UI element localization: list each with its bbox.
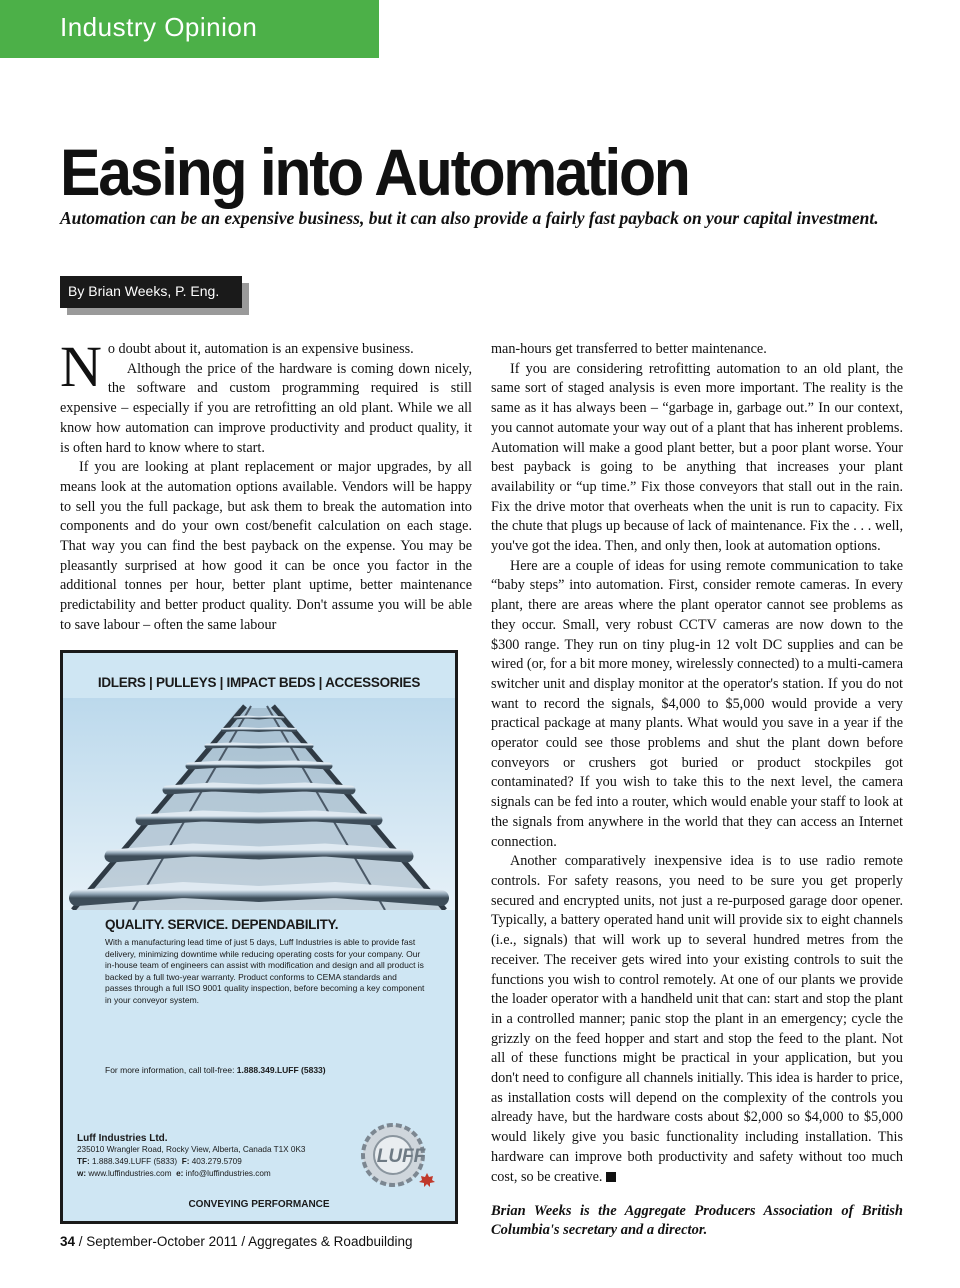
- paragraph: If you are looking at plant replacement or major upgrades, by all means look at the automation options available. Vendors will be happy to sell you the full package, but ask them to break the automation into components and do your own cost/benefit calculation on each stage. That way you can find the best payback on the expense. You may be pleasantly surprised at how good it can be once you factor in the additional tonnes per hour, better plant uptime, better maintenance predictability and better product quality. Don't assume you will be able to save labour – often the same labour: [60, 459, 472, 633]
- ad-contact: For more information, call toll-free: 1.888.349.LUFF (5833): [105, 1065, 326, 1075]
- ad-body: With a manufacturing lead time of just 5 days, Luff Industries is able to provide fast delivery, minimizing downtime while reducing operating costs for your company. Our in-house team of engineers can assist with modification and design and all product is backed by a full two-year warranty. Product conforms to CEMA standards and passes through a full ISO 9001 quality inspection, before becoming a key component in your conveyor system.: [105, 937, 425, 1005]
- end-mark-icon: [606, 1172, 616, 1182]
- paragraph: Although the price of the hardware is coming down nicely, the software and custom programming required is still expensive – especially if you are retrofitting an old plant. While we all know how automation can improve productivity and product quality, it is often hard to know where to start.: [60, 360, 472, 456]
- paragraph: Here are a couple of ideas for using remote communication to take “baby steps” into automation. First, consider remote cameras. In every plant, there are areas where the plant operator cannot see problems as they occur. Small, very robust CCTV cameras are now down to the $300 range. They run on tiny plug-in 12 volt DC supplies and can be wired (or, for a bit more money, wirelessly connected) to a multi-camera switcher unit and display monitor at the operator's station. If you do not want to record the signals, $4,000 to $5,000 would provide a very practical package at many plants. What would you save in a year if the operator could see those problems and shut the plant down before conveyors or crushers got buried or product stockpiles got contaminated? If you wish to take this to the next level, the camera signals can be fed into a router, which would enable your staff to look at the signals from anywhere in the world that they can access an Internet connection.: [491, 557, 903, 850]
- paragraph: If you are considering retrofitting automation to an old plant, the same sort of staged analysis is even more important. The reality is the same as it has always been – “garbage in, garbage out.” In our context, you cannot automate your way out of a plant that has inherent problems. Automation will make a good plant better, but a poor plant worse. Your best payback is going to be anything that increases your plant availability or “up time.” Fix those conveyors that stall out in the rain. Fix the drive motor that overheats when the unit is run to capacity. Fix the chute that plugs up because of lack of maintenance. Fix the . . . well, you've got the idea. Then, and only then, look at automation options.: [491, 360, 903, 555]
- ad-headline: IDLERS | PULLEYS | IMPACT BEDS | ACCESSORIES: [97, 675, 421, 690]
- author-bio: Brian Weeks is the Aggregate Producers Association of British Columbia's secretary and a director.: [491, 1202, 903, 1238]
- article-deck: Automation can be an expensive business, but it can also provide a fairly fast payback on your capital investment.: [60, 208, 879, 228]
- ad-email-link[interactable]: info@luffindustries.com: [185, 1169, 271, 1178]
- advertisement[interactable]: [60, 650, 458, 1224]
- ad-footer: CONVEYING PERFORMANCE: [188, 1199, 330, 1210]
- paragraph: man-hours get transferred to better maintenance.: [491, 341, 767, 357]
- ad-company-name: Luff Industries Ltd.: [77, 1133, 168, 1144]
- ad-tagline: QUALITY. SERVICE. DEPENDABILITY.: [105, 917, 339, 932]
- page-number: 34: [60, 1234, 76, 1249]
- paragraph: Another comparatively inexpensive idea is to use radio remote controls. For safety reasons, you need to be sure you get properly secured and encrypted units, not just a re-purposed garage door opener. Typically, a battery operated hand unit will provide six to eight channels (i.e., signals) that will work up to several hundred metres from the receiver. The receiver gets wired into your existing controls to suit the functions you wish to control remotely. At one of our plants we provide the loader operator with a handheld unit that can: start and stop the plant in a controlled manner; panic stop the plant in an emergency; cycle the grizzly on the feed hopper and start and stop the feed to the plant. Not all of these functions might be practical in your application, but you don't need to configure all channels initially. This idea is harder to price, as installation costs will depend on the complexity of the controls you already have, but the hardware costs about $2,000 so $4,000 to $5,000 would likely give you basic functionality including installation. This hardware can improve both productivity and safety without too much cost, so be creative.: [491, 853, 903, 1185]
- ad-phones: TF: 1.888.349.LUFF (5833) F: 403.279.5709: [77, 1157, 242, 1166]
- ad-phone[interactable]: 1.888.349.LUFF (5833): [236, 1065, 326, 1075]
- article-column-right: [491, 340, 903, 1187]
- ad-address: 235010 Wrangler Road, Rocky View, Alberta, Canada T1X 0K3: [77, 1145, 306, 1154]
- issue-line: / September-October 2011 / Aggregates & Roadbuilding: [75, 1234, 413, 1249]
- luff-logo-icon: [359, 1121, 437, 1189]
- ad-company-block: [77, 1133, 305, 1180]
- article-title: Easing into Automation: [60, 135, 689, 209]
- page-folio: [60, 1234, 413, 1249]
- svg-text:LUFF: LUFF: [376, 1146, 426, 1167]
- paragraph: No doubt about it, automation is an expensive business.: [60, 334, 414, 399]
- conveyor-photo: [63, 698, 455, 910]
- byline-box: [60, 276, 242, 308]
- section-tab: [0, 0, 379, 58]
- ad-web-email: w: www.luffindustries.com e: info@luffindustries.com: [77, 1169, 271, 1178]
- article-column-left: [60, 334, 472, 636]
- ad-website-link[interactable]: www.luffindustries.com: [88, 1169, 172, 1178]
- section-label: Industry Opinion: [60, 12, 258, 42]
- byline: By Brian Weeks, P. Eng.: [68, 283, 220, 299]
- drop-cap: N: [60, 334, 102, 399]
